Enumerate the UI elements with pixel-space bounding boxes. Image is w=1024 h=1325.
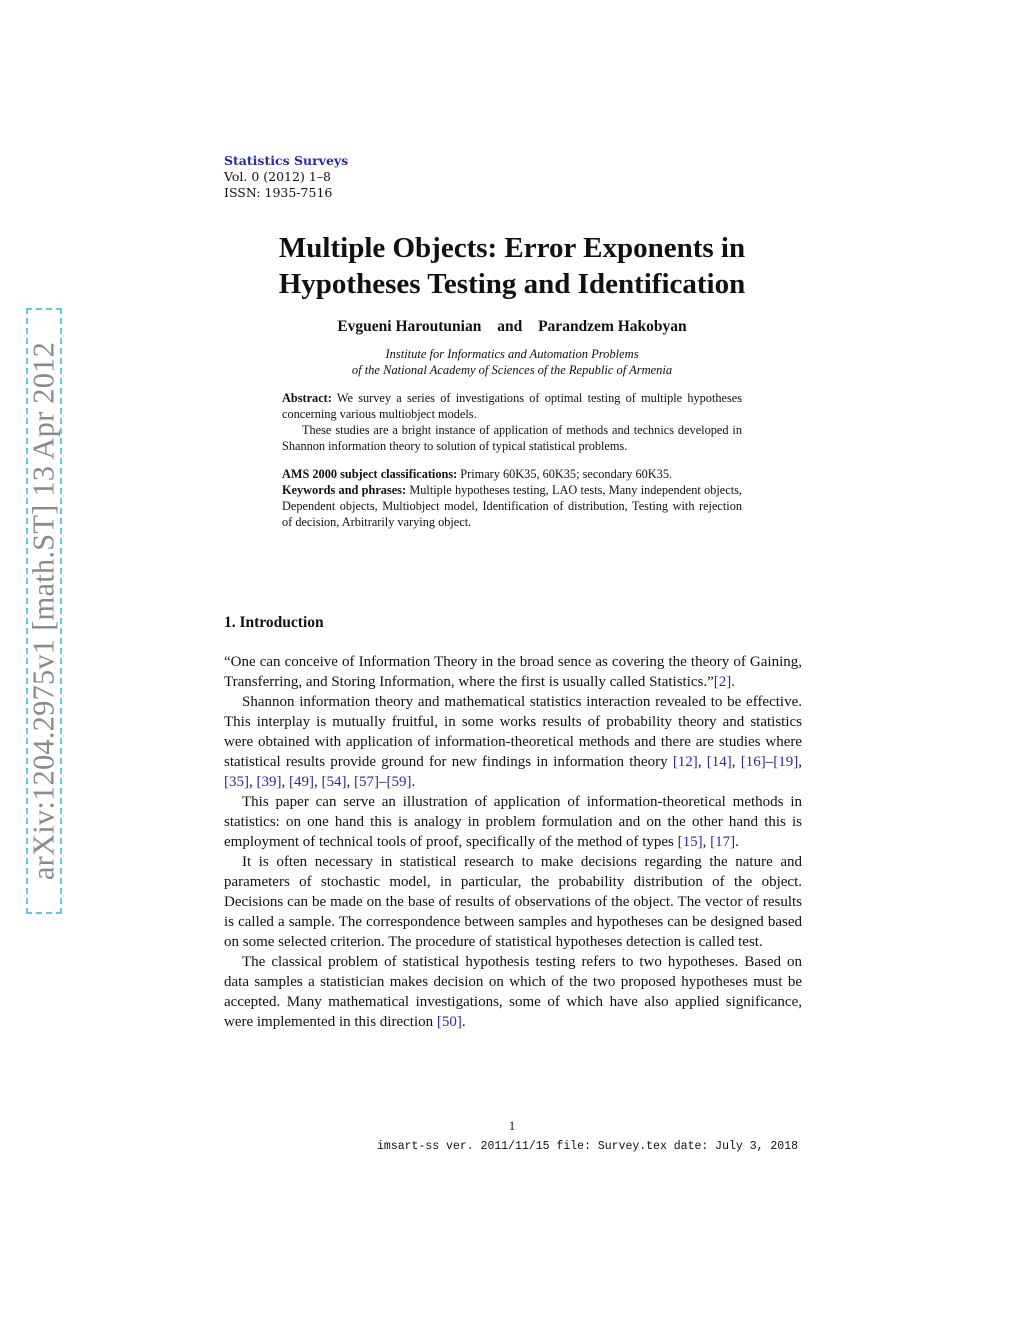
citation-link[interactable]: [17] bbox=[710, 834, 736, 850]
p3-text: This paper can serve an illustration of application of information-theoretical methods in statistics: on one hand this is analogy in problem formulation and on the other hand this is employment of technical tools of proof, specifically of the method of types bbox=[224, 794, 802, 850]
citation-link[interactable]: [19] bbox=[773, 754, 799, 770]
paragraph-5 bbox=[224, 952, 802, 1032]
keywords-text: Multiple hypotheses testing, LAO tests, Many independent objects, Dependent objects, Multiobject model, Identification of distribution, Testing with rejection of decision, Arbitrarily varying object. bbox=[282, 483, 742, 529]
citation-link[interactable]: [15] bbox=[677, 834, 703, 850]
paragraph-4: It is often necessary in statistical research to make decisions regarding the nature and parameters of stochastic model, in particular, the probability distribution of the object. Decisions can be made on the base of results of observations of the object. The vector of results is called a sample. The correspondence between samples and hypotheses can be designed based on some selected criterion. The procedure of statistical hypotheses detection is called test. bbox=[224, 854, 802, 950]
ams-classification bbox=[282, 466, 742, 482]
p2-sep: , bbox=[281, 774, 289, 790]
p5-text: The classical problem of statistical hypothesis testing refers to two hypotheses. Based on data samples a statistician makes decision on which of the two proposed hypotheses must be accepted. Many mathematical investigations, some of which have also applied significance, were implemented in this direction bbox=[224, 954, 802, 1030]
p2-sep: , bbox=[731, 754, 741, 770]
p5-end: . bbox=[461, 1014, 466, 1030]
journal-name[interactable]: Statistics Surveys bbox=[224, 153, 349, 168]
citation-link[interactable]: [39] bbox=[256, 774, 282, 790]
affiliation-line-2: of the National Academy of Sciences of the Republic of Armenia bbox=[351, 363, 673, 377]
journal-issn: ISSN: 1935-7516 bbox=[224, 185, 333, 200]
keywords-label: Keywords and phrases: bbox=[282, 483, 407, 497]
paper-title bbox=[200, 230, 824, 302]
citation-link[interactable]: [49] bbox=[289, 774, 314, 790]
page-footer: imsart-ss ver. 2011/11/15 file: Survey.tex date: July 3, 2018 bbox=[377, 1140, 798, 1153]
p2-end: . bbox=[411, 774, 416, 790]
p2-sep: , bbox=[798, 754, 803, 770]
p2-sep: , bbox=[346, 774, 354, 790]
ams-label: AMS 2000 subject classifications: bbox=[282, 467, 458, 481]
abstract-text-2: These studies are a bright instance of application of methods and technics developed in Shannon information theory to solution of typical statistical problems. bbox=[282, 423, 742, 453]
affiliation bbox=[200, 346, 824, 378]
citation-link[interactable]: [16] bbox=[740, 754, 766, 770]
page-number: 1 bbox=[508, 1119, 516, 1133]
p1-end: . bbox=[731, 674, 736, 690]
citation-link[interactable]: [2] bbox=[713, 674, 732, 690]
author-1: Evgueni Haroutunian bbox=[337, 318, 482, 335]
p2-sep: – bbox=[379, 774, 387, 790]
body-text bbox=[224, 652, 802, 1032]
abstract-block bbox=[282, 390, 742, 530]
citation-link[interactable]: [54] bbox=[321, 774, 347, 790]
keywords bbox=[282, 482, 742, 530]
arxiv-stamp-text: arXiv:1204.2975v1 [math.ST] 13 Apr 2012 bbox=[26, 341, 61, 881]
citation-link[interactable]: [57] bbox=[354, 774, 379, 790]
citation-link[interactable]: [50] bbox=[436, 1014, 462, 1030]
abstract-label: Abstract: bbox=[282, 391, 332, 405]
abstract-paragraph bbox=[282, 390, 742, 422]
abstract-text-1: We survey a series of investigations of optimal testing of multiple hypotheses concerning various multiobject models. bbox=[282, 391, 742, 421]
citation-link[interactable]: [14] bbox=[706, 754, 732, 770]
p3-end: . bbox=[735, 834, 739, 850]
affiliation-line-1: Institute for Informatics and Automation Problems bbox=[385, 347, 639, 361]
arxiv-stamp bbox=[26, 308, 62, 914]
p2-sep: , bbox=[314, 774, 322, 790]
author-conjunction: and bbox=[497, 318, 523, 335]
p2-sep: , bbox=[249, 774, 257, 790]
author-2: Parandzem Hakobyan bbox=[538, 318, 687, 335]
paragraph-1 bbox=[224, 652, 802, 692]
p2-text: Shannon information theory and mathematical statistics interaction revealed to be effective. This interplay is mutually fruitful, in some works results of probability theory and statistics were obtained with application of information-theoretical methods and there are studies where statistical results provide ground for new findings in information theory bbox=[224, 694, 802, 770]
journal-volume: Vol. 0 (2012) 1–8 bbox=[224, 169, 331, 184]
paragraph-2 bbox=[224, 692, 802, 792]
citation-link[interactable]: [59] bbox=[386, 774, 412, 790]
title-line-1: Multiple Objects: Error Exponents in bbox=[278, 232, 746, 264]
p3-sep: , bbox=[702, 834, 711, 850]
p1-text: “One can conceive of Information Theory in the broad sence as covering the theory of Gaining, Transferring, and Storing Information, where the first is usually called Statistics.” bbox=[224, 654, 802, 690]
p2-sep: , bbox=[697, 754, 707, 770]
author-list bbox=[200, 318, 824, 336]
ams-text: Primary 60K35, 60K35; secondary 60K35. bbox=[460, 467, 673, 481]
paragraph-3 bbox=[224, 792, 802, 852]
citation-link[interactable]: [35] bbox=[224, 774, 249, 790]
p2-sep: – bbox=[765, 754, 774, 770]
section-heading: 1. Introduction bbox=[224, 614, 324, 631]
citation-link[interactable]: [12] bbox=[672, 754, 698, 770]
title-line-2: Hypotheses Testing and Identification bbox=[278, 268, 746, 300]
journal-header bbox=[224, 153, 348, 201]
